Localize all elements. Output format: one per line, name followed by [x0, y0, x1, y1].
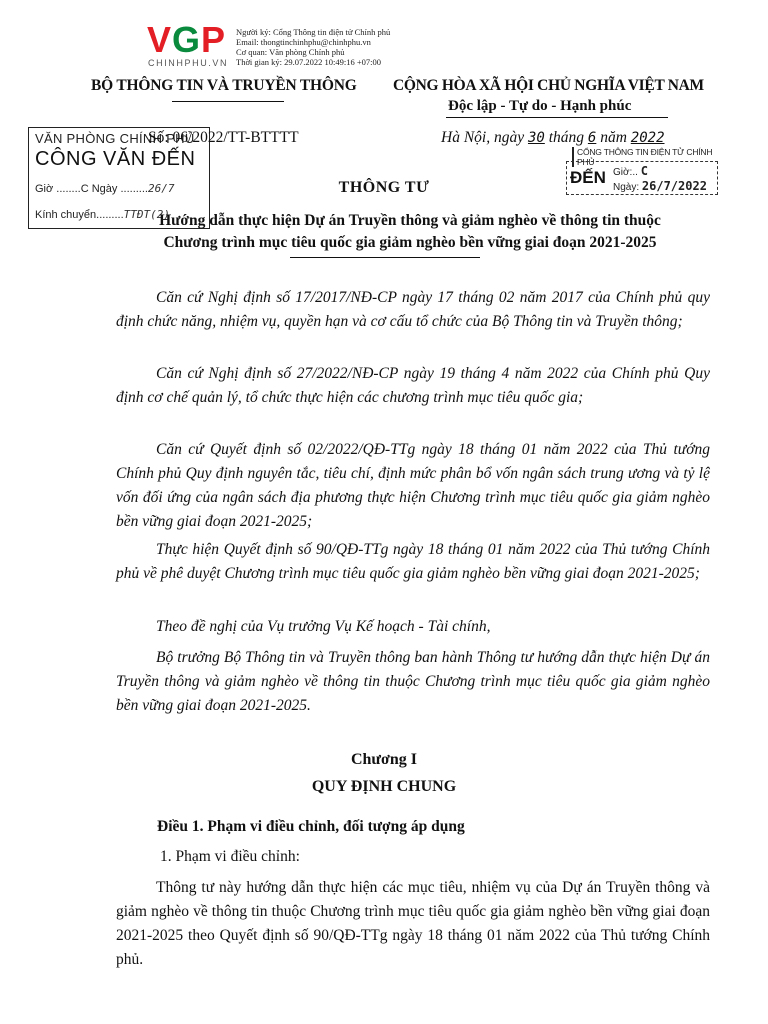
article-heading: Điều 1. Phạm vi điều chỉnh, đối tượng áp dụng [157, 818, 465, 835]
logo-letter-v: V [147, 19, 173, 60]
logo-letter-g: G [172, 19, 202, 60]
portal-receipt-stamp [570, 147, 722, 193]
document-type: THÔNG TƯ [338, 179, 430, 196]
chapter-number: Chương I [350, 751, 418, 768]
ministry-underline [172, 101, 284, 102]
date-year-label: năm [600, 129, 627, 146]
date-day: 30 [527, 130, 545, 146]
portal-stamp-date-label: Ngày: [613, 182, 640, 193]
nation-name: CỘNG HÒA XÃ HỘI CHỦ NGHĨA VIỆT NAM [393, 77, 704, 94]
logo-letter-p: P [201, 19, 227, 60]
preamble-paragraph: Bộ trưởng Bộ Thông tin và Truyền thông ban hành Thông tư hướng dẫn thực hiện Dự án Truyền thông và giảm nghèo về thông tin thuộc Chương trình mục tiêu quốc gia giảm nghèo bền vững giai đoạn 2021-2025. [116, 649, 710, 714]
document-title-line-2: Chương trình mục tiêu quốc gia giảm nghèo bền vững giai đoạn 2021-2025 [163, 234, 657, 251]
digital-signature [236, 27, 390, 67]
stamp-transfer-value: TTĐT(2) [123, 208, 171, 221]
date-month: 6 [587, 130, 597, 146]
stamp-transfer-label: Kính chuyển......... [35, 209, 124, 221]
vgp-logo [147, 19, 227, 60]
date-year: 2022 [630, 130, 665, 146]
preamble-paragraph: Căn cứ Quyết định số 02/2022/QĐ-TTg ngày 18 tháng 01 năm 2022 của Thủ tướng Chính phủ Quy định nguyên tắc, tiêu chí, định mức phân bổ vốn ngân sách trung ương và tỷ lệ vốn đối ứng của ngân sách địa phương thực hiện Chương trình mục tiêu quốc gia giảm nghèo bền vững giai đoạn 2021-2025; [116, 441, 710, 530]
portal-stamp-date-value: 26/7/2022 [641, 179, 707, 193]
chapter-title: QUY ĐỊNH CHUNG [311, 778, 457, 795]
motto-underline [446, 117, 668, 118]
preamble-paragraph: Theo đề nghị của Vụ trưởng Vụ Kế hoạch - Tài chính, [156, 618, 491, 635]
stamp-title: CÔNG VĂN ĐẾN [35, 148, 196, 170]
place-date-prefix: Hà Nội, ngày [441, 129, 525, 146]
document-title-line-1: Hướng dẫn thực hiện Dự án Truyền thông và giảm nghèo về thông tin thuộc [159, 212, 661, 229]
preamble-paragraph: Căn cứ Nghị định số 27/2022/NĐ-CP ngày 19 tháng 4 năm 2022 của Chính phủ Quy định cơ chế quản lý, tổ chức thực hiện các chương trình mục tiêu quốc gia; [116, 365, 710, 406]
stamp-date-value: 26/7 [147, 182, 175, 195]
signature-agency: Cơ quan: Văn phòng Chính phủ [236, 47, 345, 57]
date-month-label: tháng [548, 129, 585, 146]
document-title [100, 210, 720, 254]
signature-email: Email: thongtinchinhphu@chinhphu.vn [236, 37, 371, 47]
portal-stamp-time-value: C [640, 164, 648, 178]
place-date [441, 129, 665, 147]
logo-subtitle: CHINHPHU.VN [148, 58, 229, 68]
document-number: Số: 06/2022/TT-BTTTT [148, 129, 299, 146]
portal-stamp-header: CỔNG THÔNG TIN ĐIỆN TỬ CHÍNH PHỦ [572, 147, 722, 167]
signature-signer: Người ký: Cổng Thông tin điện tử Chính phủ [236, 27, 391, 37]
preamble-paragraph: Thực hiện Quyết định số 90/QĐ-TTg ngày 18 tháng 01 năm 2022 của Thủ tướng Chính phủ về phê duyệt Chương trình mục tiêu quốc gia giảm nghèo bền vững giai đoạn 2021-2025; [116, 541, 710, 582]
preamble-paragraph: Căn cứ Nghị định số 17/2017/NĐ-CP ngày 17 tháng 02 năm 2017 của Chính phủ quy định chức năng, nhiệm vụ, quyền hạn và cơ cấu tổ chức của Bộ Thông tin và Truyền thông; [116, 289, 710, 330]
national-motto: Độc lập - Tự do - Hạnh phúc [448, 98, 632, 114]
title-underline [290, 257, 480, 258]
stamp-office: VĂN PHÒNG CHÍNH PHỦ [35, 131, 195, 146]
stamp-time-label: Giờ ........C [35, 183, 89, 195]
signature-time: Thời gian ký: 29.07.2022 10:49:16 +07:00 [236, 57, 382, 67]
portal-stamp-time [613, 164, 648, 178]
clause-paragraph: Thông tư này hướng dẫn thực hiện các mục tiêu, nhiệm vụ của Dự án Truyền thông và giảm nghèo về thông tin thuộc Chương trình mục tiêu quốc gia giảm nghèo bền vững giai đoạn 2021-2025 theo Quyết định số 90/QĐ-TTg ngày 18 tháng 01 năm 2022 của Thủ tướng Chính phủ. [116, 879, 710, 968]
ministry-name: BỘ THÔNG TIN VÀ TRUYỀN THÔNG [91, 77, 357, 94]
stamp-date-label: Ngày ......... [91, 183, 148, 195]
portal-stamp-time-label: Giờ:.. [613, 167, 638, 178]
clause-heading: 1. Phạm vi điều chỉnh: [160, 848, 300, 865]
portal-stamp-den: ĐẾN [570, 168, 606, 187]
